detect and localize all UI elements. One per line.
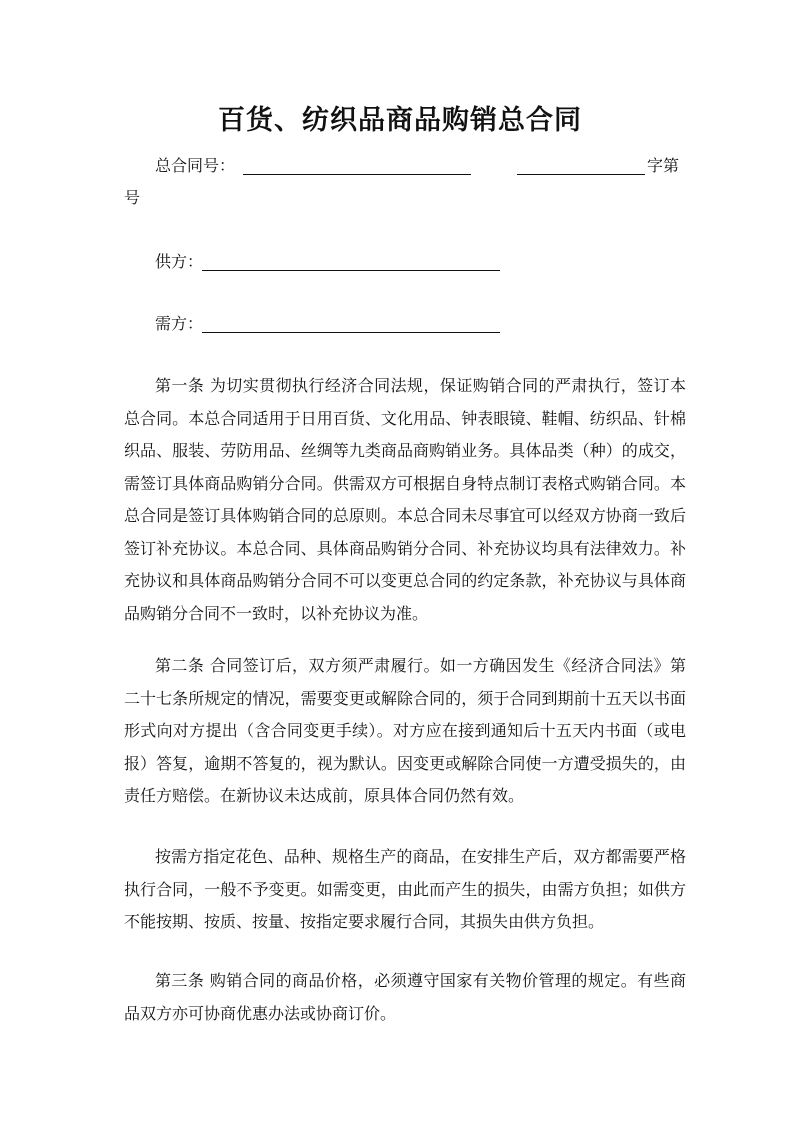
supplier-label: 供方： <box>155 252 204 271</box>
buyer-label: 需方： <box>155 314 204 333</box>
article-3-paragraph: 第三条 购销合同的商品价格，必须遵守国家有关物价管理的规定。有些商品双方亦可协商优惠办法或协商订价。 <box>124 971 686 1023</box>
buyer-blank <box>202 310 500 333</box>
contract-number-label: 总合同号： <box>155 156 236 175</box>
document-title: 百货、纺织品商品购销总合同 <box>218 105 582 136</box>
contract-prefix-blank <box>517 152 645 175</box>
contract-number-suffix: 字第 <box>647 156 680 175</box>
article-1-paragraph: 第一条 为切实贯彻执行经济合同法规，保证购销合同的严肃执行，签订本总合同。本总合同适用于日用百货、文化用品、钟表眼镜、鞋帽、纺织品、针棉织品、服装、劳防用品、丝绸等九类商品商购销业务。具体品类（种）的成交，需签订具体商品购销分合同。供需双方可根据自身特点制订表格式购销合同。本总合同是签订具体购销合同的总原则。本总合同未尽事宜可以经双方协商一致后签订补充协议。本总合同、具体商品购销分合同、补充协议均具有法律效力。补充协议和具体商品购销分合同不可以变更总合同的约定条款，补充协议与具体商品购销分合同不一致时，以补充协议为准。 <box>124 376 686 623</box>
article-2-paragraph: 第二条 合同签订后，双方须严肃履行。如一方确因发生《经济合同法》第二十七条所规定的情况，需要变更或解除合同的，须于合同到期前十五天以书面形式向对方提出（含合同变更手续）。对方应在接到通知后十五天内书面（或电报）答复，逾期不答复的，视为默认。因变更或解除合同使一方遭受损失的，由责任方赔偿。在新协议未达成前，原具体合同仍然有效。 <box>124 656 686 805</box>
contract-number-blank <box>243 152 471 175</box>
supplier-blank <box>202 248 500 271</box>
buyer-line <box>155 308 515 340</box>
contract-number-line <box>155 150 695 182</box>
supplier-line <box>155 246 515 278</box>
article-2-continuation-paragraph: 按需方指定花色、品种、规格生产的商品，在安排生产后，双方都需要严格执行合同，一般不予变更。如需变更，由此而产生的损失，由需方负担；如供方不能按期、按质、按量、按指定要求履行合同，其损失由供方负担。 <box>124 847 686 931</box>
contract-number-tail: 号 <box>124 188 141 207</box>
